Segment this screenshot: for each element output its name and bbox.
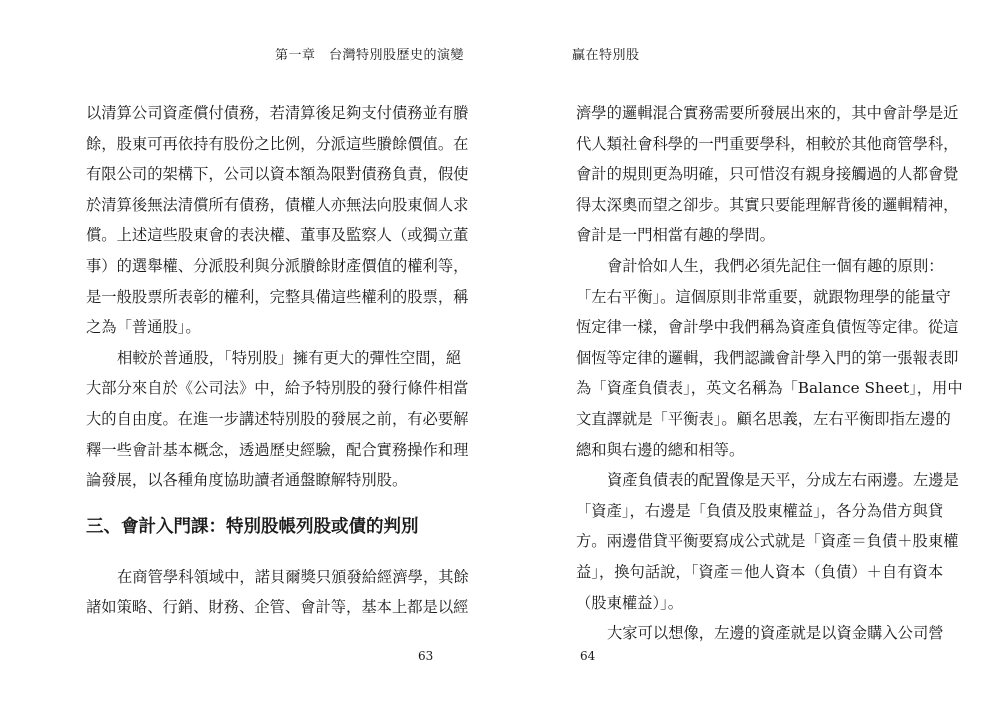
text-line: 恆定律一樣，會計學中我們稱為資產負債恆等定律。從這 — [576, 318, 959, 337]
text-line: 釋一些會計基本概念，透過歷史經驗，配合實務操作和理 — [86, 440, 469, 459]
text-line: 以清算公司資產償付債務，若清算後足夠支付債務並有賸 — [86, 104, 469, 122]
page-body — [576, 98, 963, 649]
text-line: 得太深奧而望之卻步。其實只要能理解背後的邏輯精神， — [576, 195, 959, 214]
text-line: 會計的規則更為明確，只可惜沒有親身接觸過的人都會覺 — [576, 165, 959, 184]
text-line: 為「資產負債表」，英文名稱為「Balance Sheet」，用中 — [576, 379, 963, 398]
text-line: 代人類社會科學的一門重要學科，相較於其他商管學科， — [576, 134, 959, 153]
text-line: 有限公司的架構下，公司以資本額為限對債務負責，假使 — [86, 165, 469, 184]
text-line: 之為「普通股」。 — [86, 318, 201, 337]
text-line: （股東權益）」。 — [576, 593, 684, 612]
paragraph — [576, 465, 959, 618]
text-line: 「資產」，右邊是「負債及股東權益」，各分為借方與貸 — [576, 501, 944, 520]
paragraph — [86, 98, 469, 343]
text-line: 「左右平衡」。這個原則非常重要，就跟物理學的能量守 — [576, 287, 951, 306]
paragraph — [86, 562, 469, 623]
text-line: 濟學的邏輯混合實務需要所發展出來的，其中會計學是近 — [576, 104, 959, 122]
paragraph — [86, 343, 469, 496]
text-line: 大家可以想像，左邊的資產就是以資金購入公司營 — [607, 624, 944, 643]
paragraph — [576, 618, 944, 649]
text-line: 是一般股票所表彰的權利，完整具備這些權利的股票，稱 — [86, 287, 469, 306]
page-body — [86, 98, 469, 623]
paragraph — [576, 98, 959, 251]
running-header: 贏在特別股 — [572, 48, 640, 63]
text-line: 諸如策略、行銷、財務、企管、會計等，基本上都是以經 — [86, 598, 469, 617]
text-line: 論發展，以各種角度協助讀者通盤瞭解特別股。 — [86, 471, 408, 490]
text-line: 事）的選舉權、分派股利與分派賸餘財產價值的權利等， — [86, 256, 469, 275]
text-line: 會計恰如人生，我們必須先記住一個有趣的原則： — [607, 256, 944, 275]
section-heading: 三、會計入門課：特別股帳列股或債的判別 — [86, 516, 419, 537]
text-line: 文直譯就是「平衡表」。顧名思義，左右平衡即指左邊的 — [576, 409, 951, 428]
running-header: 第一章 台灣特別股歷史的演變 — [275, 48, 465, 63]
text-line: 資產負債表的配置像是天平，分成左右兩邊。左邊是 — [607, 471, 959, 490]
page-number: 63 — [418, 649, 434, 663]
text-line: 會計是一門相當有趣的學問。 — [576, 226, 775, 245]
text-line: 大的自由度。在進一步講述特別股的發展之前，有必要解 — [86, 409, 469, 428]
text-line: 餘，股東可再依持有股份之比例，分派這些賸餘價值。在 — [86, 134, 469, 153]
text-line: 償。上述這些股東會的表決權、董事及監察人（或獨立董 — [86, 226, 469, 245]
page-number: 64 — [580, 649, 596, 663]
text-line: 方。兩邊借貸平衡要寫成公式就是「資產＝負債＋股東權 — [576, 532, 959, 551]
right-page — [500, 0, 1000, 701]
text-line: 在商管學科領域中，諾貝爾獎只頒發給經濟學，其餘 — [117, 567, 469, 586]
text-line: 個恆等定律的邏輯，我們認識會計學入門的第一張報表即 — [576, 348, 959, 367]
text-line: 大部分來自於《公司法》中，給予特別股的發行條件相當 — [86, 379, 469, 398]
paragraph — [576, 251, 963, 465]
text-line: 總和與右邊的總和相等。 — [576, 440, 745, 459]
text-line: 於清算後無法清償所有債務，債權人亦無法向股東個人求 — [86, 195, 469, 214]
text-line: 相較於普通股，「特別股」擁有更大的彈性空間，絕 — [117, 348, 462, 367]
text-line: 益」，換句話說，「資產＝他人資本（負債）＋自有資本 — [576, 562, 944, 581]
